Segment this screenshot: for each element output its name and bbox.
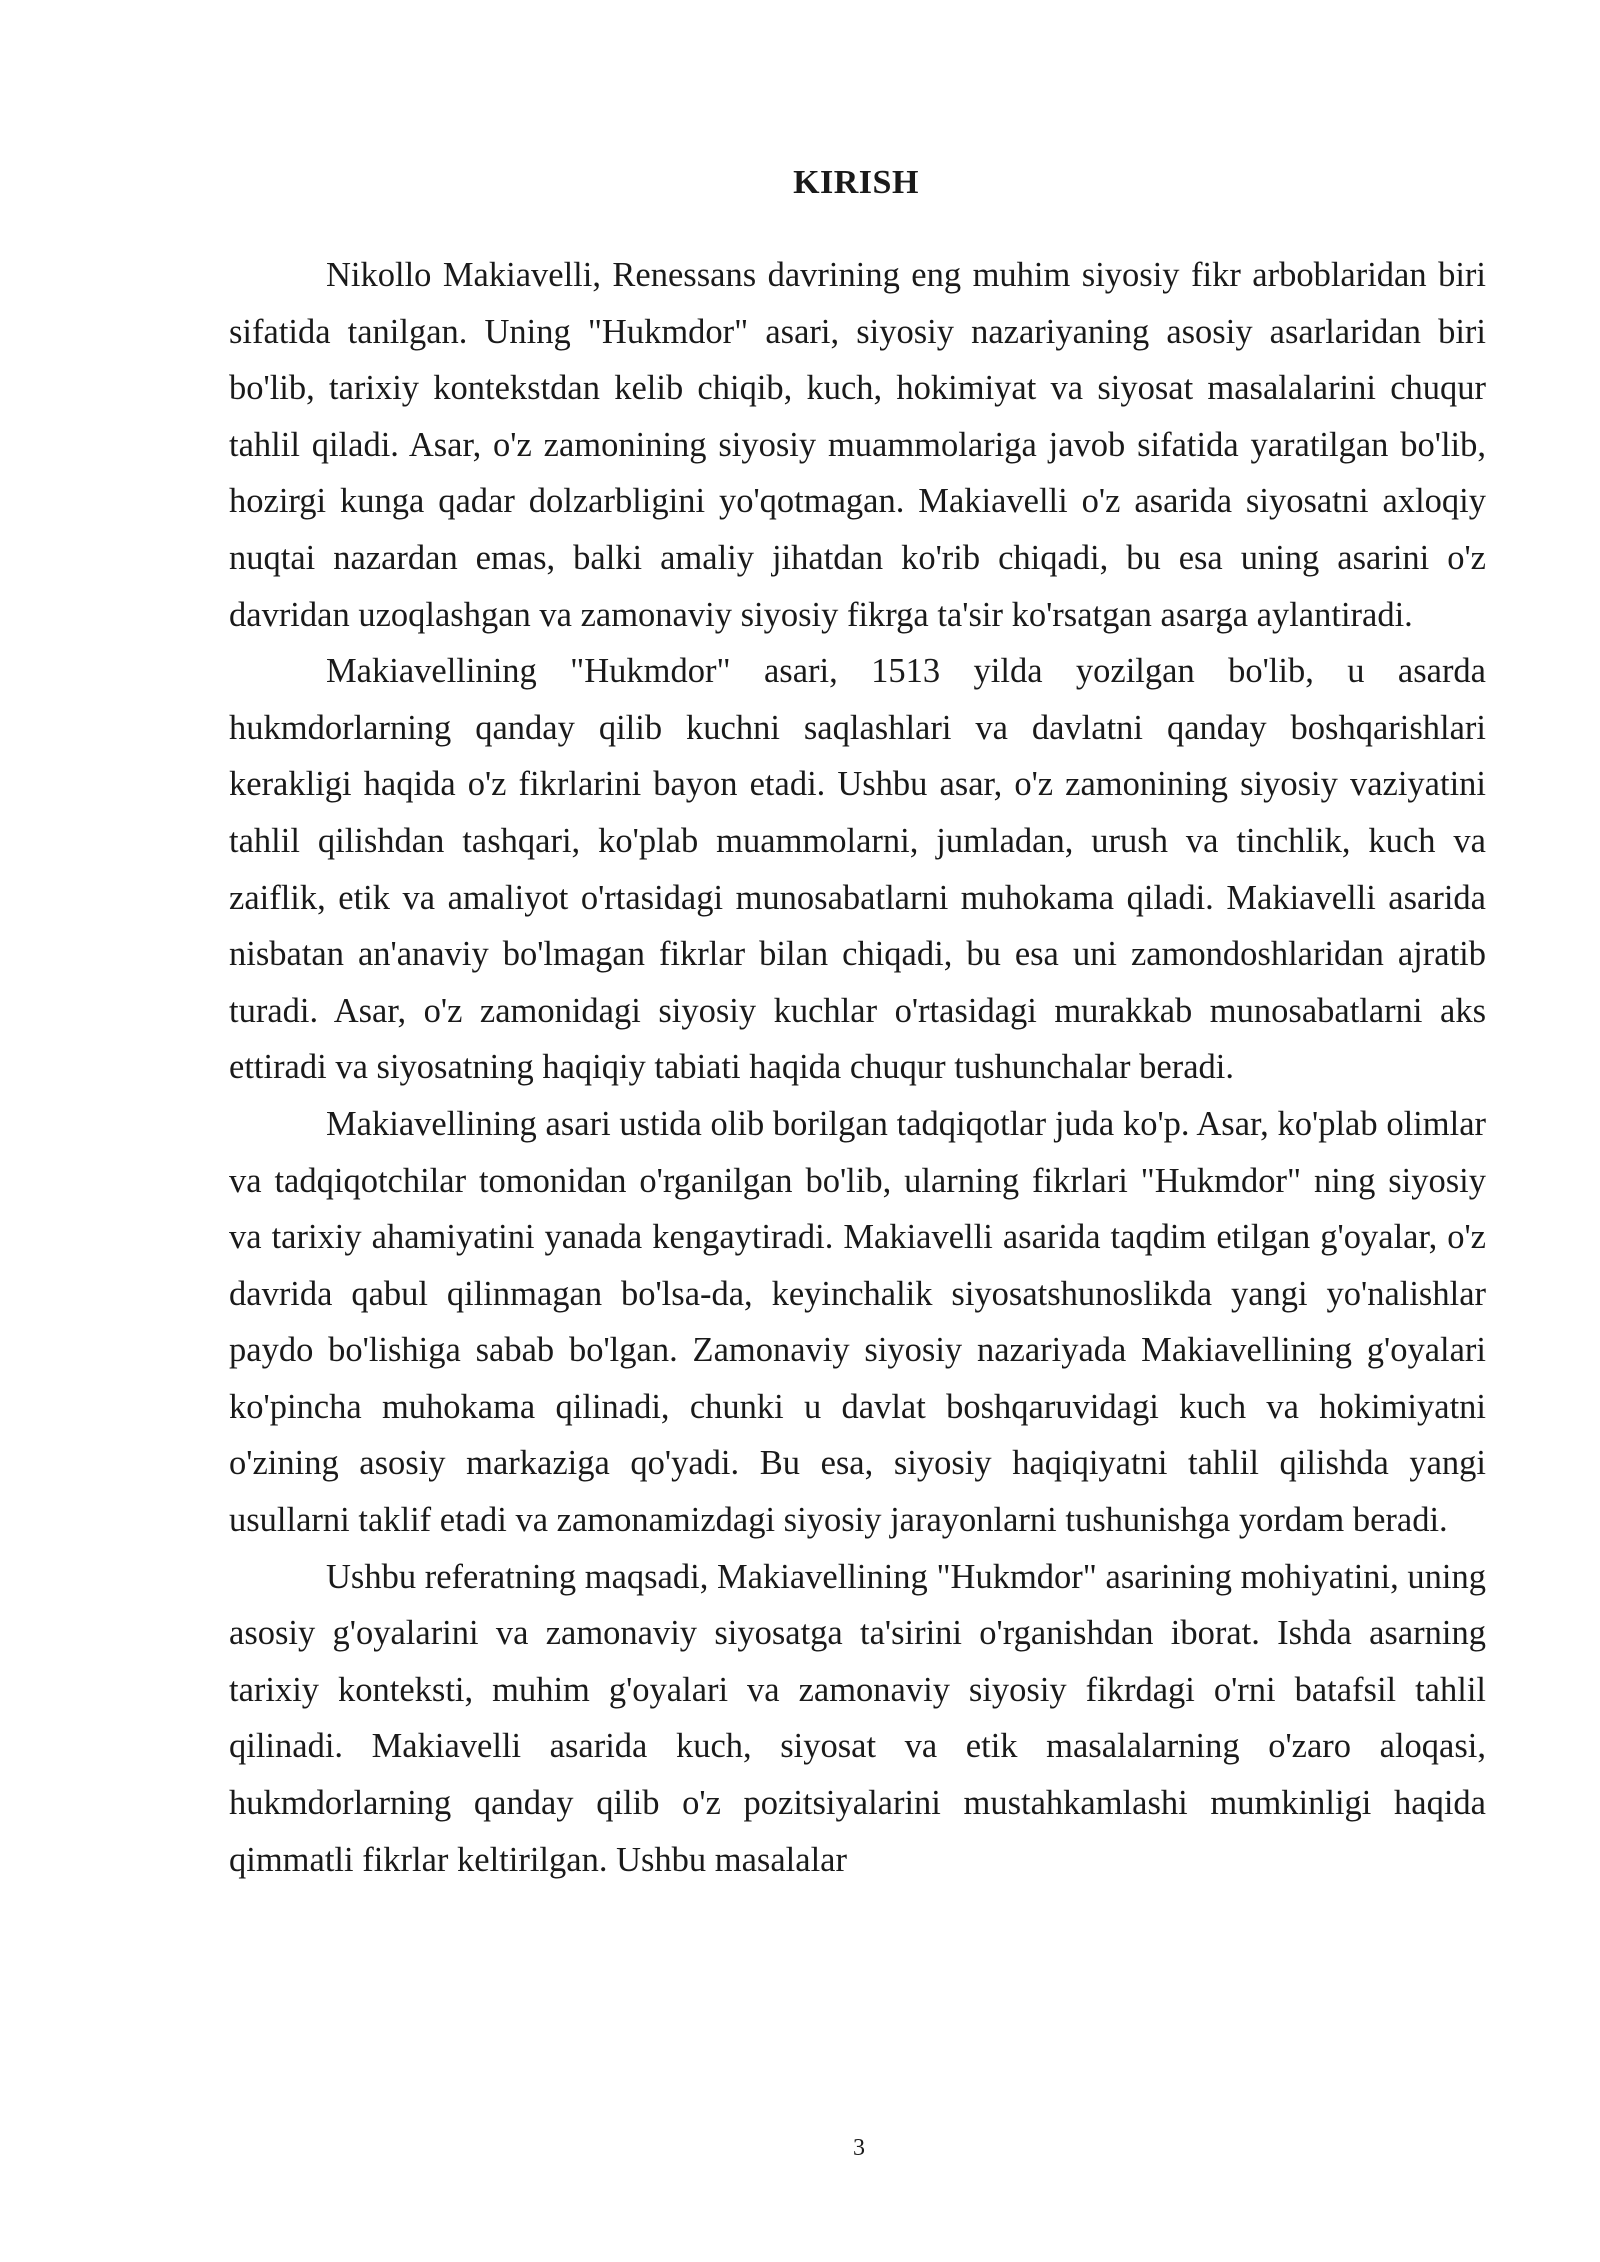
paragraph-2: Makiavellining "Hukmdor" asari, 1513 yilda yozilgan bo'lib, u asarda hukmdorlarning qanday qilib kuchni saqlashlari va davlatni qanday boshqarishlari kerakligi haqida o'z fikrlarini bayon etadi. Ushbu asar, o'z zamonining siyosiy vaziyatini tahlil qilishdan tashqari, ko'plab muammolarni, jumladan, urush va tinchlik, kuch va zaiflik, etik va amaliyot o'rtasidagi munosabatlarni muhokama qiladi. Makiavelli asarida nisbatan an'anaviy bo'lmagan fikrlar bilan chiqadi, bu esa uni zamondoshlaridan ajratib turadi. Asar, o'z zamonidagi siyosiy kuchlar o'rtasidagi murakkab munosabatlarni aks ettiradi va siyosatning haqiqiy tabiati haqida chuqur tushunchalar beradi. xyxy=(229,652,1486,1087)
paragraph-3: Makiavellining asari ustida olib borilgan tadqiqotlar juda ko'p. Asar, ko'plab olimlar va tadqiqotchilar tomonidan o'rganilgan bo'lib, ularning fikrlari "Hukmdor" ning siyosiy va tarixiy ahamiyatini yanada kengaytiradi. Makiavelli asarida taqdim etilgan g'oyalar, o'z davrida qabul qilinmagan bo'lsa-da, keyinchalik siyosatshunoslikda yangi yo'nalishlar paydo bo'lishiga sabab bo'lgan. Zamonaviy siyosiy nazariyada Makiavellining g'oyalari ko'pincha muhokama qilinadi, chunki u davlat boshqaruvidagi kuch va hokimiyatni o'zining asosiy markaziga qo'yadi. Bu esa, siyosiy haqiqiyatni tahlil qilishda yangi usullarni taklif etadi va zamonamizdagi siyosiy jarayonlarni tushunishga yordam beradi. xyxy=(229,1104,1486,1540)
page-number: 3 xyxy=(853,2135,865,2161)
page-title: KIRISH xyxy=(793,164,919,201)
body-text xyxy=(229,247,1486,1888)
paragraph-4: Ushbu referatning maqsadi, Makiavellining "Hukmdor" asarining mohiyatini, uning asosiy g'oyalarini va zamonaviy siyosatga ta'sirini o'rganishdan iborat. Ishda asarning tarixiy konteksti, muhim g'oyalari va zamonaviy siyosiy fikrdagi o'rni batafsil tahlil qilinadi. Makiavelli asarida kuch, siyosat va etik masalalarning o'zaro aloqasi, hukmdorlarning qanday qilib o'z pozitsiyalarini mustahkamlashi mumkinligi haqida qimmatli fikrlar keltirilgan. Ushbu masalalar xyxy=(229,1557,1486,1879)
paragraph-1: Nikollo Makiavelli, Renessans davrining eng muhim siyosiy fikr arboblaridan biri sifatida tanilgan. Uning "Hukmdor" asari, siyosiy nazariyaning asosiy asarlaridan biri bo'lib, tarixiy kontekstdan kelib chiqib, kuch, hokimiyat va siyosat masalalarini chuqur tahlil qiladi. Asar, o'z zamonining siyosiy muammolariga javob sifatida yaratilgan bo'lib, hozirgi kunga qadar dolzarbligini yo'qotmagan. Makiavelli o'z asarida siyosatni axloqiy nuqtai nazardan emas, balki amaliy jihatdan ko'rib chiqadi, bu esa uning asarini o'z davridan uzoqlashgan va zamonaviy siyosiy fikrga ta'sir ko'rsatgan asarga aylantiradi. xyxy=(229,256,1486,634)
